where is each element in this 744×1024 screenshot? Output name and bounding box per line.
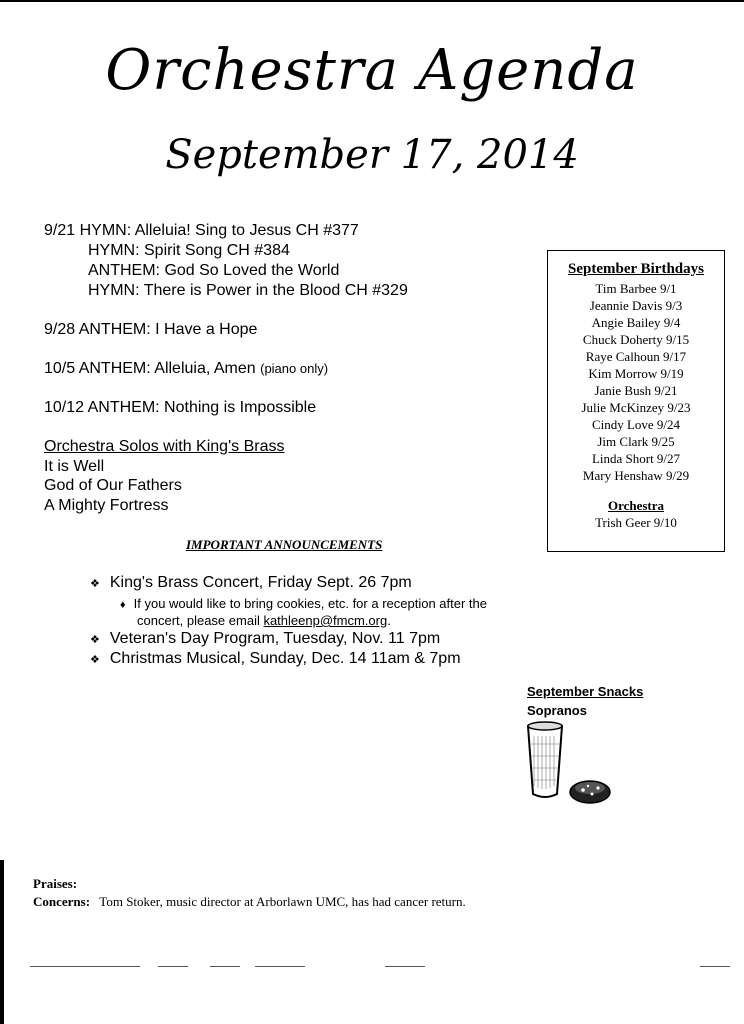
list-item: Janie Bush 9/21 [594,383,678,398]
solo-item: God of Our Fathers [44,477,182,494]
scan-artifact-line [210,966,240,967]
list-item: Angie Bailey 9/4 [591,315,681,330]
orchestra-birthdays-title: Orchestra [607,498,665,513]
scan-artifact-line [158,966,188,967]
list-item: Trish Geer 9/10 [595,515,677,530]
page-title: Orchestra Agenda [105,38,639,103]
diamond-bullet-icon: ❖ [90,578,100,590]
email-link[interactable]: kathleenp@fmcm.org [263,613,388,628]
concerns-label: Concerns: [33,894,91,909]
announcement-item [90,650,461,668]
announcement-subtext-suffix: . [387,613,391,628]
list-item: Kim Morrow 9/19 [588,366,684,381]
milk-and-cookie-icon [520,720,620,810]
announcement-subtext-prefix: concert, please email [137,613,264,628]
list-item: Mary Henshaw 9/29 [582,468,690,483]
birthdays-title: September Birthdays [568,261,704,277]
scan-artifact-line [700,966,730,967]
agenda-line-10-12: 10/12 ANTHEM: Nothing is Impossible [44,399,317,416]
page-date: September 17, 2014 [165,132,579,178]
list-item: Linda Short 9/27 [591,451,681,466]
scan-artifact-line [30,966,140,967]
list-item: Raye Calhoun 9/17 [585,349,687,364]
announcements-title: IMPORTANT ANNOUNCEMENTS [186,537,383,552]
scan-left-edge [0,860,4,1024]
orchestra-birthdays-list [548,514,724,531]
agenda-line-9-28: 9/28 ANTHEM: I Have a Hope [44,321,258,338]
agenda-line-9-21-anthem: ANTHEM: God So Loved the World [88,262,340,279]
agenda-10-5-text: 10/5 ANTHEM: Alleluia, Amen [44,360,256,377]
list-item: Cindy Love 9/24 [591,417,681,432]
announcement-text: Christmas Musical, Sunday, Dec. 14 11am & 7pm [109,650,461,667]
announcement-subtext: If you would like to bring cookies, etc. for a reception after the [133,596,487,611]
announcement-text: King's Brass Concert, Friday Sept. 26 7pm [109,574,412,591]
announcement-text: Veteran's Day Program, Tuesday, Nov. 11 7pm [109,630,441,647]
agenda-line-9-21-hymn-2: HYMN: Spirit Song CH #384 [88,242,290,259]
announcement-item [90,574,412,592]
list-item: Jeannie Davis 9/3 [589,298,683,313]
scan-artifact-line [255,966,305,967]
diamond-bullet-icon: ❖ [90,634,100,646]
list-item: Julie McKinzey 9/23 [581,400,691,415]
solo-item: A Mighty Fortress [44,497,169,514]
birthdays-list [548,280,724,484]
solos-heading: Orchestra Solos with King's Brass [44,438,285,455]
diamond-bullet-icon: ❖ [90,654,100,666]
concerns-text: Tom Stoker, music director at Arborlawn UMC, has had cancer return. [99,894,466,909]
diamond-bullet-icon: ♦ [120,599,126,611]
announcement-subitem [120,596,487,611]
scan-top-edge [0,0,744,2]
list-item: Tim Barbee 9/1 [595,281,677,296]
announcement-item [90,630,440,648]
praises-label: Praises: [33,876,78,891]
list-item: Jim Clark 9/25 [597,434,675,449]
list-item: Chuck Doherty 9/15 [582,332,690,347]
scan-artifact-line [385,966,425,967]
praises-line [33,876,77,892]
agenda-line-9-21-hymn-1: 9/21 HYMN: Alleluia! Sing to Jesus CH #377 [44,222,359,239]
snacks-title: September Snacks [527,684,644,699]
agenda-line-10-5 [44,360,328,378]
agenda-line-9-21-hymn-3: HYMN: There is Power in the Blood CH #329 [88,282,408,299]
concerns-line [33,894,466,910]
solo-item: It is Well [44,458,105,475]
snacks-group: Sopranos [527,703,587,718]
announcement-subitem-line2 [137,613,391,628]
agenda-10-5-note: (piano only) [260,361,329,376]
birthdays-box [547,250,725,552]
